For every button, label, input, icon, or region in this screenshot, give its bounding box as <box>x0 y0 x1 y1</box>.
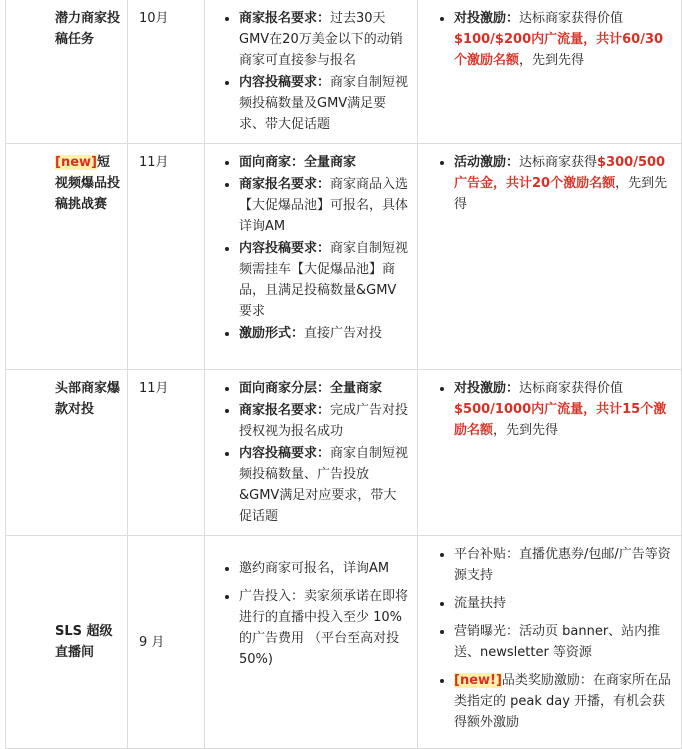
list-item: • 营销曝光：活动页 banner、站内推送、newsletter 等资源 <box>454 621 673 663</box>
list-item: • 面向商家：全量商家 <box>239 152 409 173</box>
rewards-cell <box>418 370 682 536</box>
rewards-cell <box>418 144 682 370</box>
requirements-cell <box>205 536 418 749</box>
activity-name: 潜力商家投稿任务 <box>6 0 128 144</box>
activity-name: 头部商家爆款对投 <box>6 370 128 536</box>
list-item: • 内容投稿要求：商家自制短视频投稿数量及GMV满足要求、带大促话题 <box>239 72 409 135</box>
list-item: • 对投激励：达标商家获得价值$500/1000内广流量，共计15个激励名额，先到先得 <box>454 378 673 441</box>
requirements-cell <box>205 370 418 536</box>
table-row <box>6 144 682 370</box>
activity-month: 10月 <box>128 0 205 144</box>
activity-name: SLS 超级直播间 <box>6 536 128 749</box>
activity-month: 11月 <box>128 370 205 536</box>
list-item: • 内容投稿要求：商家自制短视频需挂车【大促爆品池】商品，且满足投稿数量&GMV要求 <box>239 238 409 322</box>
list-item: • 内容投稿要求：商家自制短视频投稿数量、广告投放&GMV满足对应要求，带大促话题 <box>239 443 409 527</box>
requirements-cell <box>205 144 418 370</box>
table-row <box>6 370 682 536</box>
list-item: • 平台补贴：直播优惠券/包邮/广告等资源支持 <box>454 544 673 586</box>
list-item: • 对投激励：达标商家获得价值$100/$200内广流量，共计60/30个激励名额，先到先得 <box>454 8 673 71</box>
list-item: • 广告投入：卖家须承诺在即将进行的直播中投入至少 10%的广告费用 （平台至高对投 50%) <box>239 586 409 670</box>
list-item: • 商家报名要求：过去30天GMV在20万美金以下的动销商家可直接参与报名 <box>239 8 409 71</box>
rewards-cell <box>418 0 682 144</box>
list-item: • 商家报名要求：商家商品入选【大促爆品池】可报名，具体详询AM <box>239 174 409 237</box>
list-item: • 激励形式：直接广告对投 <box>239 323 409 344</box>
activity-name: [new]短视频爆品投稿挑战赛 <box>6 144 128 370</box>
list-item: • [new!]品类奖励激励：在商家所在品类指定的 peak day 开播，有机会获得额外激励 <box>454 670 673 733</box>
list-item: • 面向商家分层：全量商家 <box>239 378 409 399</box>
list-item: • 活动激励：达标商家获得$300/500广告金，共计20个激励名额，先到先得 <box>454 152 673 215</box>
table-row <box>6 0 682 144</box>
activity-month: 11月 <box>128 144 205 370</box>
activity-table <box>5 0 682 749</box>
rewards-cell <box>418 536 682 749</box>
table-row <box>6 536 682 749</box>
list-item: • 商家报名要求：完成广告对投授权视为报名成功 <box>239 400 409 442</box>
new-badge: [new] <box>55 155 97 170</box>
activity-month: 9 月 <box>128 536 205 749</box>
list-item: • 流量扶持 <box>454 593 673 614</box>
list-item: • 邀约商家可报名，详询AM <box>239 558 409 579</box>
requirements-cell <box>205 0 418 144</box>
new-badge: [new!] <box>454 673 502 688</box>
